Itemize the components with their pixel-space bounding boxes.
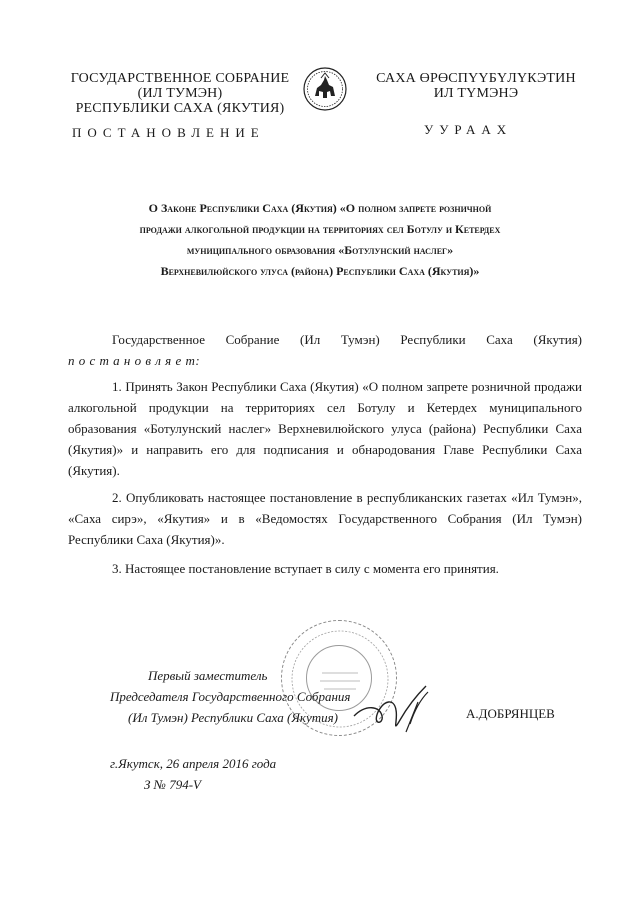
document-body: [68, 329, 582, 579]
intro-paragraph: Государственное Собрание (Ил Тумэн) Республики Саха (Якутия): [112, 332, 582, 347]
intro-verb: п о с т а н о в л я е т:: [68, 353, 201, 368]
document-number: З № 794-V: [144, 777, 201, 792]
header-left-line3: РЕСПУБЛИКИ САХА (ЯКУТИЯ): [75, 101, 285, 116]
header-left-line2: (ИЛ ТУМЭН): [137, 86, 223, 101]
signer-title-line1: Первый заместитель: [148, 668, 268, 683]
signer-title-line2: Председателя Государственного Собрания: [110, 689, 351, 704]
doc-type-right: УУРААХ: [424, 122, 513, 137]
title-line2: продажи алкогольной продукции на территориях сел Ботулу и Кетердех: [139, 222, 501, 236]
paragraph-3: 3. Настоящее постановление вступает в силу с момента его принятия.: [112, 561, 499, 576]
header-left-line1: ГОСУДАРСТВЕННОЕ СОБРАНИЕ: [70, 71, 290, 86]
signature-block: [110, 665, 370, 728]
place-date: г.Якутск, 26 апреля 2016 года: [110, 756, 277, 771]
coat-of-arms-icon: [302, 66, 348, 112]
doc-type-left: ПОСТАНОВЛЕНИЕ: [72, 125, 265, 140]
paragraph-1: 1. Принять Закон Республики Саха (Якутия) «О полном запрете розничной продажи алкогольной продукции на территориях сел Ботулу и Кетердех муниципального образования «Ботулунский наслег» Верхневилюйского улуса (района) Республики Саха (Якутия)» и направить его для подписания и обнародования Главе Республики Саха (Якутия).: [68, 379, 582, 478]
header-left: [60, 71, 300, 116]
handwritten-signature: [348, 676, 442, 748]
document-title: [60, 198, 580, 282]
signer-name: А.ДОБРЯНЦЕВ: [466, 706, 555, 721]
title-line4: Верхневилюйского улуса (района) Республики Саха (Якутия)»: [160, 264, 480, 278]
title-line3: муниципального образования «Ботулунский наслег»: [186, 243, 454, 257]
header-right-line2: ИЛ ТҮМЭНЭ: [433, 86, 519, 101]
header-right: [360, 71, 592, 101]
signer-title-line3: (Ил Тумэн) Республики Саха (Якутия): [128, 710, 338, 725]
title-line1: О Законе Республики Саха (Якутия) «О полном запрете розничной: [148, 201, 492, 215]
paragraph-2: 2. Опубликовать настоящее постановление в республиканских газетах «Ил Тумэн», «Саха сирэ», «Якутия» и в «Ведомостях Государственного Собрания (Ил Тумэн) Республики Саха (Якутия)».: [68, 490, 582, 547]
header-right-line1: САХА ӨРӨСПҮҮБҮЛҮКЭТИН: [376, 71, 576, 86]
